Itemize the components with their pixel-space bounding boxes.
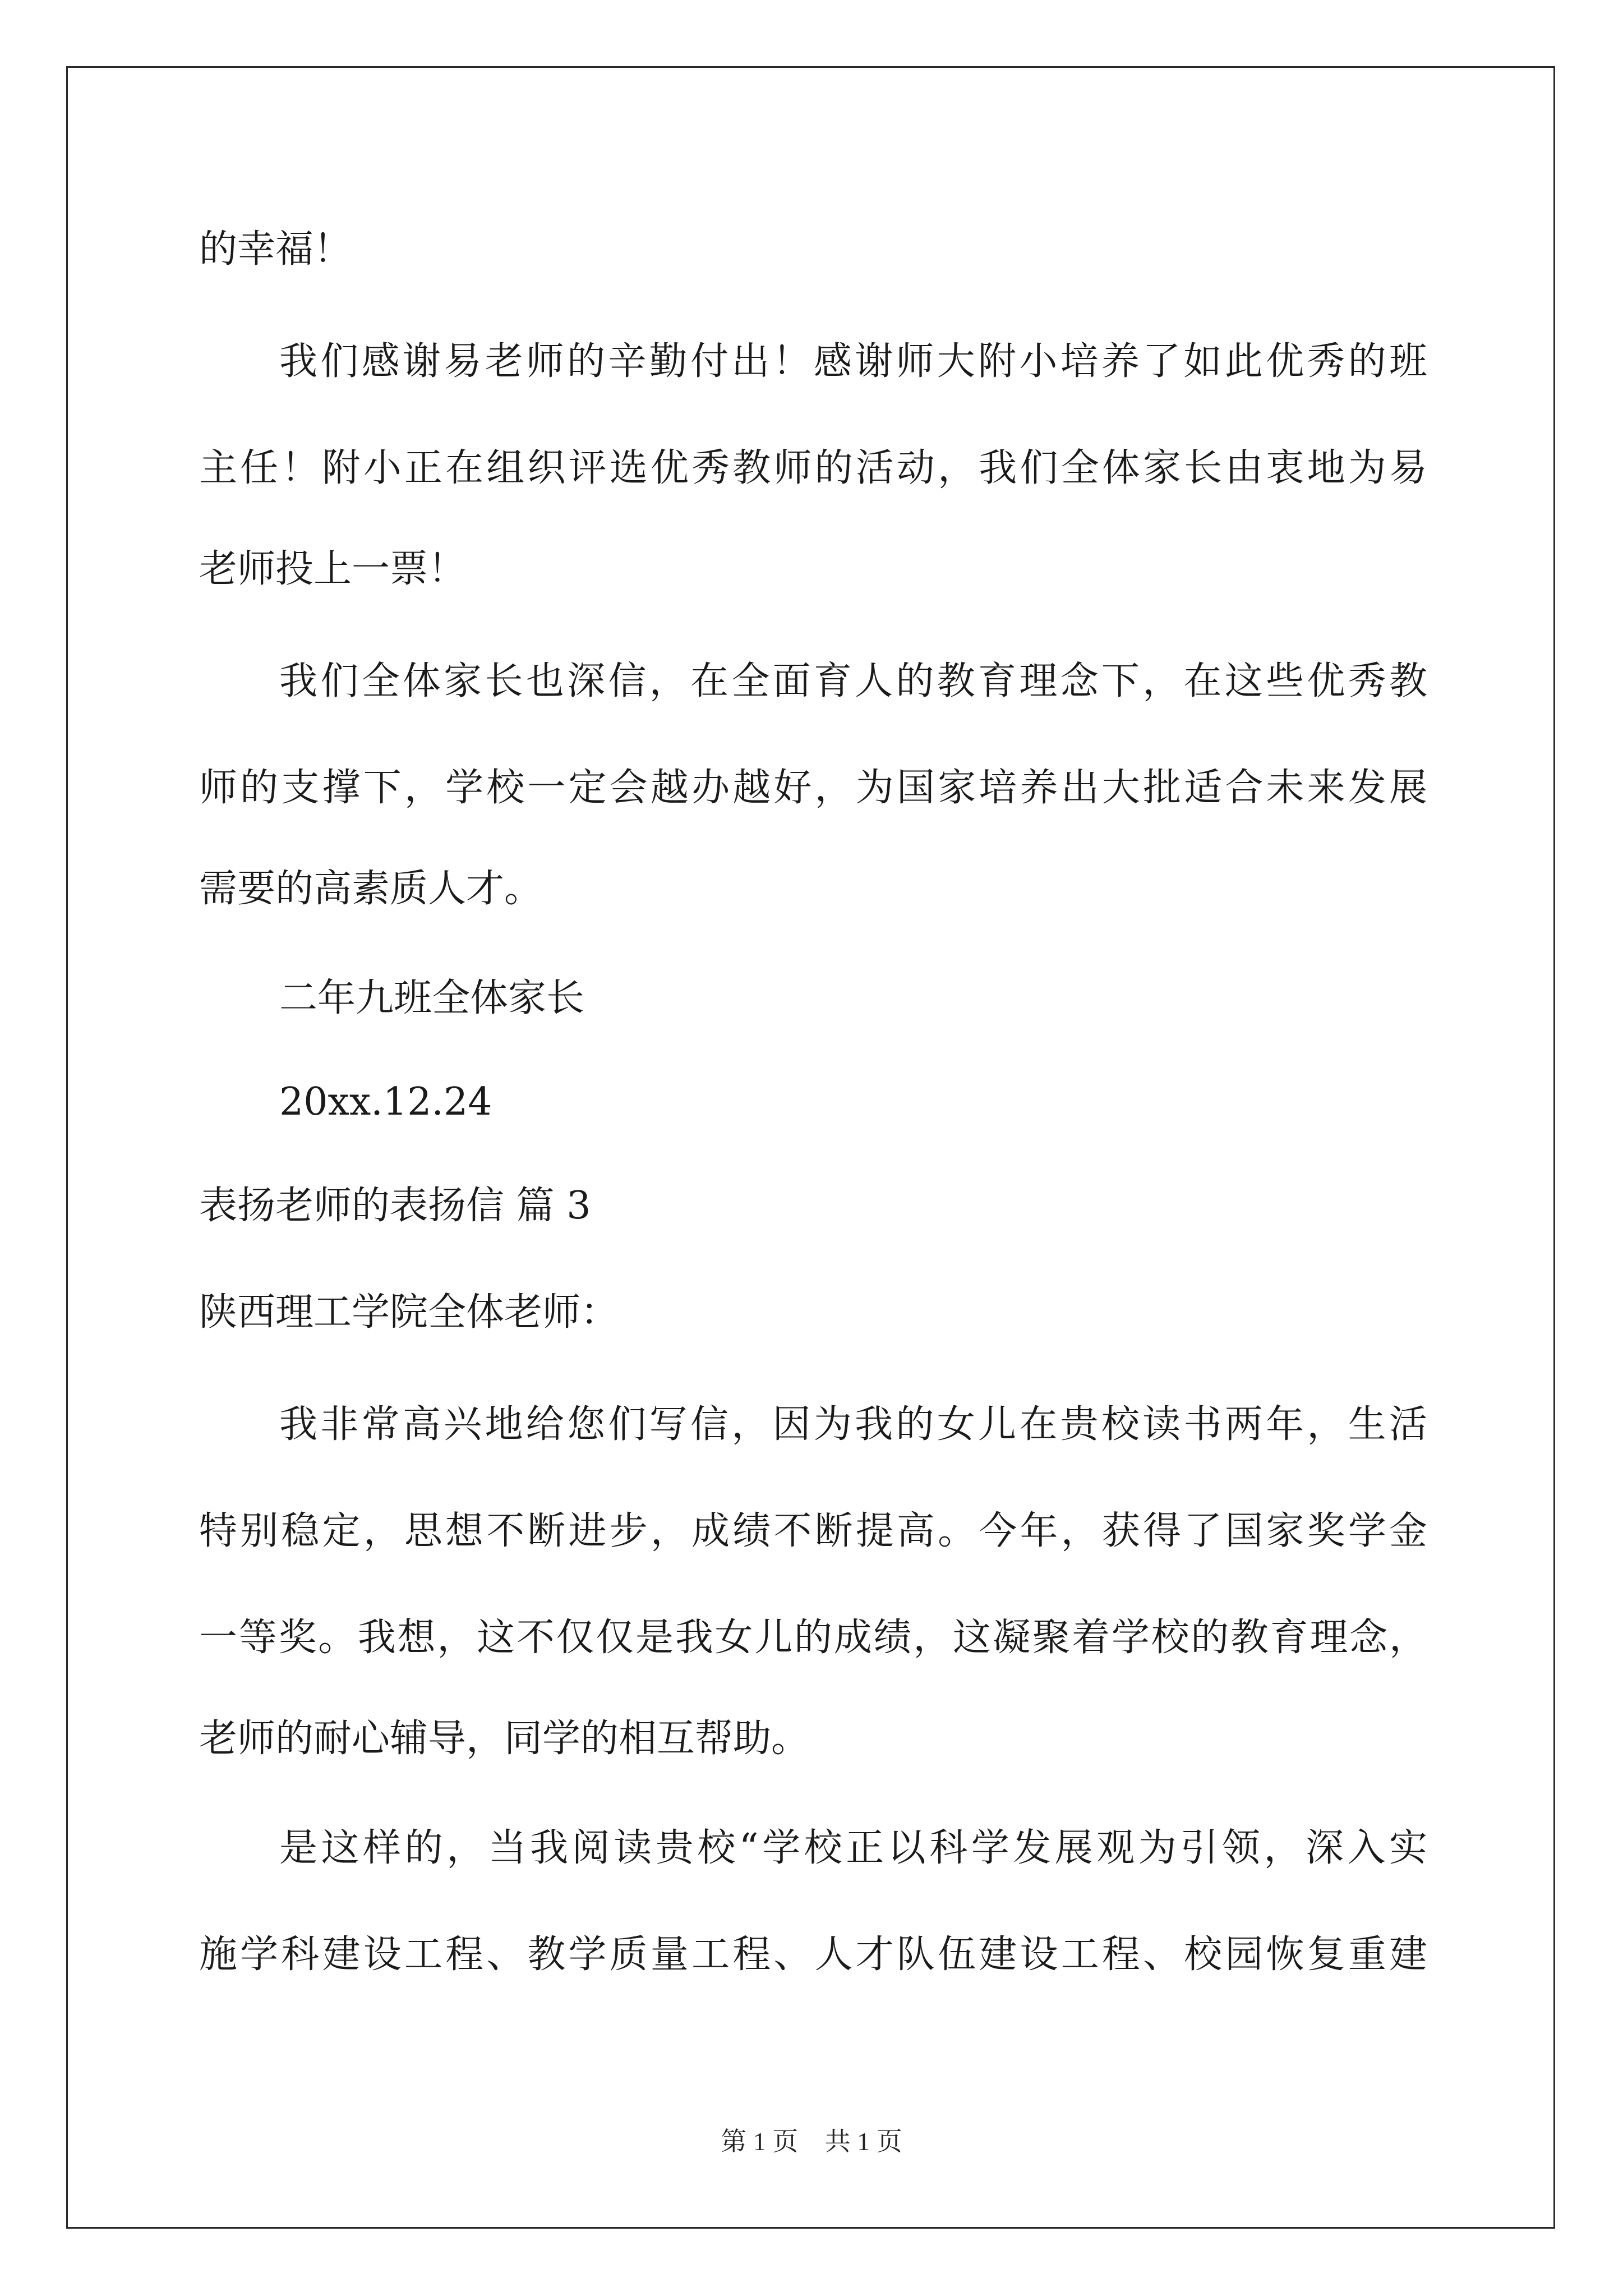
page-number: 第 1 页: [721, 2127, 799, 2156]
body-line-3: 主任！附小正在组织评选优秀教师的活动，我们全体家长由衷地为易: [199, 446, 1427, 490]
body-line-2: 我们感谢易老师的辛勤付出！感谢师大附小培养了如此优秀的班: [279, 339, 1427, 384]
body-line-5: 我们全体家长也深信，在全面育人的教育理念下，在这些优秀教: [279, 659, 1427, 703]
body-line-12: 我非常高兴地给您们写信，因为我的女儿在贵校读书两年，生活: [279, 1402, 1427, 1447]
signature-line: 二年九班全体家长: [279, 976, 585, 1020]
body-line-1: 的幸福！: [199, 227, 352, 272]
section-heading: 表扬老师的表扬信 篇 3: [199, 1184, 591, 1228]
body-line-4: 老师投上一票！: [199, 547, 467, 591]
page-total: 共 1 页: [824, 2127, 902, 2156]
page-border: [66, 66, 1555, 2229]
body-line-14: 一等奖。我想，这不仅仅是我女儿的成绩，这凝聚着学校的教育理念，: [199, 1616, 1427, 1660]
body-line-15: 老师的耐心辅导，同学的相互帮助。: [199, 1717, 810, 1761]
body-line-6: 师的支撑下，学校一定会越办越好，为国家培养出大批适合未来发展: [199, 766, 1427, 810]
salutation-line: 陕西理工学院全体老师：: [199, 1290, 619, 1335]
body-line-13: 特别稳定，思想不断进步，成绩不断提高。今年，获得了国家奖学金: [199, 1509, 1427, 1553]
body-line-16: 是这样的，当我阅读贵校“学校正以科学发展观为引领，深入实: [279, 1826, 1427, 1870]
page-footer: [0, 2126, 1623, 2157]
body-line-7: 需要的高素质人才。: [199, 867, 543, 911]
date-line: 20xx.12.24: [279, 1080, 492, 1124]
body-line-17: 施学科建设工程、教学质量工程、人才队伍建设工程、校园恢复重建: [199, 1932, 1427, 1977]
